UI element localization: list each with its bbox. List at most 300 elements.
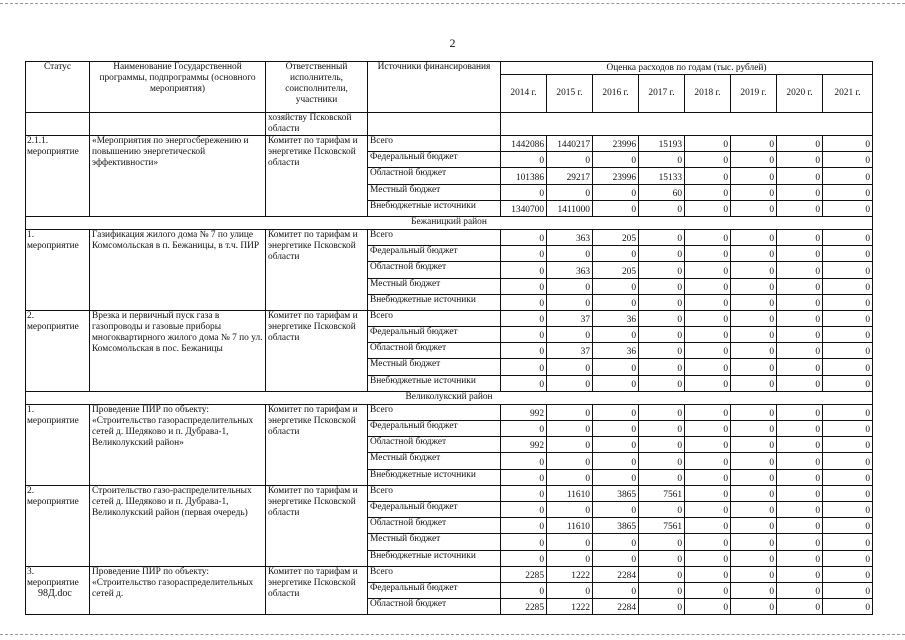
value-cell: 205 (593, 229, 639, 245)
value-cell: 0 (593, 152, 639, 168)
value-cell: 0 (639, 152, 685, 168)
value-cell: 0 (639, 310, 685, 326)
value-cell: 0 (639, 375, 685, 391)
value-cell: 1222 (547, 566, 593, 582)
budget-table (25, 61, 873, 615)
value-cell: 0 (685, 518, 731, 534)
status-cell: 2. мероприятие (26, 485, 90, 566)
continuation-row (26, 113, 873, 136)
value-cell: 0 (685, 294, 731, 310)
value-cell: 0 (593, 453, 639, 469)
value-cell: 0 (823, 184, 873, 200)
header-year: 2016 г. (593, 75, 639, 113)
value-cell: 0 (685, 229, 731, 245)
value-cell: 0 (777, 262, 823, 278)
source-cell: Федеральный бюджет (368, 501, 501, 517)
value-cell: 0 (823, 262, 873, 278)
header-name: Наименование Государственной программы, подпрограммы (основного мероприятия) (90, 62, 266, 113)
value-cell: 0 (547, 437, 593, 453)
value-cell: 0 (639, 359, 685, 375)
value-cell: 0 (501, 469, 547, 485)
value-cell: 0 (593, 437, 639, 453)
value-cell: 0 (777, 168, 823, 184)
source-cell: Внебюджетные источники (368, 550, 501, 566)
value-cell: 0 (823, 453, 873, 469)
value-cell: 0 (501, 421, 547, 437)
value-cell: 0 (777, 184, 823, 200)
value-cell: 0 (639, 278, 685, 294)
value-cell: 0 (593, 359, 639, 375)
value-cell: 0 (823, 404, 873, 420)
value-cell: 0 (731, 184, 777, 200)
page-number: 2 (449, 36, 456, 50)
source-cell: Местный бюджет (368, 184, 501, 200)
value-cell: 0 (593, 294, 639, 310)
source-cell: Областной бюджет (368, 518, 501, 534)
header-estimate: Оценка расходов по годам (тыс. рублей) (501, 62, 873, 75)
value-cell: 0 (547, 469, 593, 485)
value-cell: 0 (593, 200, 639, 216)
value-cell: 0 (685, 262, 731, 278)
value-cell: 0 (501, 294, 547, 310)
value-cell: 0 (777, 485, 823, 501)
value-cell: 2284 (593, 599, 639, 615)
value-cell: 0 (593, 184, 639, 200)
value-cell: 0 (777, 582, 823, 598)
header-status: Статус (26, 62, 90, 113)
value-cell: 0 (777, 229, 823, 245)
value-cell: 0 (639, 229, 685, 245)
value-cell: 0 (823, 566, 873, 582)
name-cell: «Мероприятия по энергосбережению и повышению энергетической эффективности» (90, 136, 266, 217)
name-cell: Строительство газо-распределительных сетей д. Шедяково и п. Дубрава-1, Великолукский район (первая очередь) (90, 485, 266, 566)
value-cell: 0 (731, 343, 777, 359)
value-cell: 0 (639, 246, 685, 262)
value-cell: 0 (731, 246, 777, 262)
value-cell: 0 (731, 599, 777, 615)
value-cell: 0 (547, 501, 593, 517)
value-cell: 0 (501, 246, 547, 262)
value-cell: 0 (731, 518, 777, 534)
value-cell: 0 (823, 421, 873, 437)
value-cell: 0 (593, 582, 639, 598)
value-cell: 363 (547, 229, 593, 245)
value-cell: 0 (501, 262, 547, 278)
value-cell: 0 (731, 582, 777, 598)
value-cell: 0 (547, 453, 593, 469)
source-cell: Внебюджетные источники (368, 294, 501, 310)
value-cell: 3865 (593, 518, 639, 534)
value-cell: 0 (777, 278, 823, 294)
value-cell: 0 (685, 278, 731, 294)
value-cell: 0 (685, 550, 731, 566)
value-cell: 0 (777, 404, 823, 420)
table-row (26, 229, 873, 245)
value-cell: 0 (731, 469, 777, 485)
value-cell: 0 (731, 437, 777, 453)
value-cell: 0 (777, 518, 823, 534)
executor-cell: Комитет по тарифам и энергетике Псковской области (266, 566, 368, 615)
section-title: Великолукский район (26, 391, 873, 404)
value-cell: 0 (823, 582, 873, 598)
value-cell: 0 (685, 246, 731, 262)
value-cell: 0 (823, 152, 873, 168)
table-row (26, 136, 873, 152)
value-cell: 1411000 (547, 200, 593, 216)
value-cell: 0 (685, 437, 731, 453)
header-year: 2018 г. (685, 75, 731, 113)
value-cell: 0 (777, 200, 823, 216)
value-cell: 0 (639, 582, 685, 598)
source-cell: Областной бюджет (368, 262, 501, 278)
value-cell: 0 (685, 152, 731, 168)
name-cell: Проведение ПИР по объекту: «Строительство газораспределительных сетей д. (90, 566, 266, 615)
value-cell: 37 (547, 343, 593, 359)
value-cell: 205 (593, 262, 639, 278)
value-cell: 2284 (593, 566, 639, 582)
value-cell: 0 (593, 278, 639, 294)
value-cell: 0 (823, 599, 873, 615)
header-year: 2014 г. (501, 75, 547, 113)
source-cell: Областной бюджет (368, 168, 501, 184)
value-cell: 0 (823, 501, 873, 517)
executor-cell: Комитет по тарифам и энергетике Псковской области (266, 229, 368, 310)
value-cell: 0 (685, 310, 731, 326)
header-year: 2017 г. (639, 75, 685, 113)
value-cell: 992 (501, 437, 547, 453)
value-cell: 0 (685, 485, 731, 501)
source-cell: Федеральный бюджет (368, 327, 501, 343)
source-cell: Областной бюджет (368, 437, 501, 453)
value-cell: 2285 (501, 599, 547, 615)
value-cell: 0 (639, 469, 685, 485)
footer-filename: 98Д.doc (38, 588, 72, 599)
value-cell: 0 (823, 310, 873, 326)
header-year: 2021 г. (823, 75, 873, 113)
scan-artifact-bottom (0, 634, 905, 635)
value-cell: 0 (685, 200, 731, 216)
value-cell: 0 (501, 359, 547, 375)
value-cell: 0 (731, 152, 777, 168)
value-cell: 0 (823, 343, 873, 359)
value-cell: 0 (823, 136, 873, 152)
source-cell: Всего (368, 229, 501, 245)
value-cell: 0 (777, 566, 823, 582)
value-cell: 29217 (547, 168, 593, 184)
value-cell: 0 (547, 375, 593, 391)
value-cell: 1340700 (501, 200, 547, 216)
value-cell: 23996 (593, 136, 639, 152)
value-cell: 0 (685, 327, 731, 343)
value-cell: 0 (777, 359, 823, 375)
value-cell: 0 (823, 229, 873, 245)
value-cell: 0 (685, 184, 731, 200)
value-cell: 0 (501, 453, 547, 469)
executor-cell: Комитет по тарифам и энергетике Псковской области (266, 485, 368, 566)
value-cell: 0 (823, 294, 873, 310)
value-cell: 36 (593, 310, 639, 326)
value-cell: 0 (547, 550, 593, 566)
value-cell: 0 (501, 278, 547, 294)
value-cell: 0 (685, 501, 731, 517)
value-cell: 1222 (547, 599, 593, 615)
source-cell: Федеральный бюджет (368, 246, 501, 262)
header-sources: Источники финансирования (368, 62, 501, 113)
value-cell: 0 (685, 534, 731, 550)
header-executor: Ответственный исполнитель, соисполнители, участники (266, 62, 368, 113)
value-cell: 0 (777, 453, 823, 469)
section-row (26, 391, 873, 404)
value-cell: 0 (731, 566, 777, 582)
source-cell: Внебюджетные источники (368, 200, 501, 216)
status-cell: 1. мероприятие (26, 229, 90, 310)
value-cell: 0 (777, 375, 823, 391)
value-cell: 1440217 (547, 136, 593, 152)
value-cell: 2285 (501, 566, 547, 582)
value-cell: 992 (501, 404, 547, 420)
value-cell: 0 (501, 152, 547, 168)
value-cell: 0 (501, 485, 547, 501)
source-cell: Федеральный бюджет (368, 152, 501, 168)
value-cell: 363 (547, 262, 593, 278)
value-cell: 0 (823, 246, 873, 262)
value-cell: 0 (685, 453, 731, 469)
table-row (26, 404, 873, 420)
value-cell: 0 (547, 246, 593, 262)
value-cell: 0 (731, 262, 777, 278)
value-cell: 0 (731, 229, 777, 245)
value-cell: 7561 (639, 518, 685, 534)
value-cell: 0 (501, 184, 547, 200)
value-cell: 0 (685, 582, 731, 598)
section-title: Бежаницкий район (26, 216, 873, 229)
value-cell: 0 (639, 599, 685, 615)
value-cell: 0 (547, 582, 593, 598)
value-cell: 0 (501, 343, 547, 359)
value-cell: 0 (731, 534, 777, 550)
value-cell: 37 (547, 310, 593, 326)
value-cell: 0 (777, 469, 823, 485)
value-cell: 0 (685, 599, 731, 615)
source-cell: Местный бюджет (368, 359, 501, 375)
continuation-text: хозяйству Псковской области (266, 113, 368, 136)
value-cell: 0 (593, 404, 639, 420)
value-cell: 36 (593, 343, 639, 359)
value-cell: 0 (823, 469, 873, 485)
value-cell: 0 (593, 534, 639, 550)
source-cell: Всего (368, 310, 501, 326)
value-cell: 0 (547, 359, 593, 375)
value-cell: 0 (777, 152, 823, 168)
value-cell: 0 (639, 343, 685, 359)
value-cell: 0 (731, 501, 777, 517)
status-cell: 2. мероприятие (26, 310, 90, 391)
status-cell: 3. мероприятие (26, 566, 90, 615)
value-cell: 0 (731, 421, 777, 437)
value-cell: 0 (823, 168, 873, 184)
value-cell: 0 (593, 469, 639, 485)
value-cell: 0 (731, 136, 777, 152)
value-cell: 0 (639, 550, 685, 566)
value-cell: 0 (501, 327, 547, 343)
value-cell: 0 (823, 327, 873, 343)
value-cell: 0 (639, 262, 685, 278)
source-cell: Областной бюджет (368, 599, 501, 615)
value-cell: 0 (685, 375, 731, 391)
value-cell: 0 (777, 421, 823, 437)
value-cell: 0 (731, 375, 777, 391)
value-cell: 11610 (547, 518, 593, 534)
value-cell: 11610 (547, 485, 593, 501)
value-cell: 0 (639, 453, 685, 469)
value-cell: 60 (639, 184, 685, 200)
source-cell: Всего (368, 404, 501, 420)
value-cell: 0 (639, 421, 685, 437)
value-cell: 0 (501, 501, 547, 517)
value-cell: 101386 (501, 168, 547, 184)
value-cell: 0 (501, 518, 547, 534)
value-cell: 0 (685, 421, 731, 437)
status-cell: 2.1.1. мероприятие (26, 136, 90, 217)
value-cell: 0 (731, 485, 777, 501)
value-cell: 0 (547, 152, 593, 168)
value-cell: 0 (777, 246, 823, 262)
value-cell: 0 (731, 550, 777, 566)
source-cell: Местный бюджет (368, 534, 501, 550)
value-cell: 0 (501, 550, 547, 566)
value-cell: 0 (731, 200, 777, 216)
value-cell: 0 (593, 501, 639, 517)
value-cell: 0 (547, 294, 593, 310)
value-cell: 0 (639, 404, 685, 420)
value-cell: 0 (777, 437, 823, 453)
table-row (26, 485, 873, 501)
value-cell: 0 (685, 168, 731, 184)
value-cell: 0 (547, 421, 593, 437)
table-row (26, 566, 873, 582)
value-cell: 23996 (593, 168, 639, 184)
value-cell: 0 (639, 327, 685, 343)
value-cell: 3865 (593, 485, 639, 501)
value-cell: 0 (777, 550, 823, 566)
value-cell: 0 (823, 534, 873, 550)
value-cell: 0 (593, 327, 639, 343)
value-cell: 0 (547, 278, 593, 294)
value-cell: 0 (501, 375, 547, 391)
value-cell: 0 (777, 534, 823, 550)
source-cell: Внебюджетные источники (368, 469, 501, 485)
value-cell: 0 (639, 294, 685, 310)
value-cell: 0 (823, 518, 873, 534)
table-row (26, 310, 873, 326)
section-row (26, 216, 873, 229)
value-cell: 0 (501, 582, 547, 598)
scan-artifact-top (0, 3, 905, 4)
value-cell: 0 (639, 534, 685, 550)
value-cell: 0 (639, 501, 685, 517)
value-cell: 0 (501, 229, 547, 245)
value-cell: 0 (593, 246, 639, 262)
value-cell: 0 (777, 501, 823, 517)
value-cell: 0 (823, 278, 873, 294)
value-cell: 0 (547, 534, 593, 550)
value-cell: 0 (685, 469, 731, 485)
source-cell: Федеральный бюджет (368, 582, 501, 598)
value-cell: 0 (777, 343, 823, 359)
value-cell: 0 (501, 534, 547, 550)
executor-cell: Комитет по тарифам и энергетике Псковской области (266, 310, 368, 391)
source-cell: Областной бюджет (368, 343, 501, 359)
status-cell: 1. мероприятие (26, 404, 90, 485)
value-cell: 0 (639, 200, 685, 216)
source-cell: Местный бюджет (368, 453, 501, 469)
source-cell: Внебюджетные источники (368, 375, 501, 391)
value-cell: 0 (685, 359, 731, 375)
value-cell: 0 (731, 453, 777, 469)
value-cell: 1442086 (501, 136, 547, 152)
name-cell: Газификация жилого дома № 7 по улице Комсомольская в п. Бежаницы, в т.ч. ПИР (90, 229, 266, 310)
value-cell: 7561 (639, 485, 685, 501)
value-cell: 0 (731, 404, 777, 420)
header-year: 2019 г. (731, 75, 777, 113)
value-cell: 0 (777, 294, 823, 310)
source-cell: Всего (368, 136, 501, 152)
value-cell: 0 (731, 310, 777, 326)
value-cell: 0 (777, 327, 823, 343)
table-body (26, 113, 873, 615)
value-cell: 0 (685, 136, 731, 152)
value-cell: 0 (731, 294, 777, 310)
value-cell: 0 (547, 404, 593, 420)
source-cell: Всего (368, 566, 501, 582)
source-cell: Всего (368, 485, 501, 501)
source-cell: Федеральный бюджет (368, 421, 501, 437)
value-cell: 0 (685, 343, 731, 359)
name-cell: Проведение ПИР по объекту: «Строительство газораспределительных сетей д. Шедяково и п. Дубрава-1, Великолукский район» (90, 404, 266, 485)
value-cell: 0 (547, 327, 593, 343)
value-cell: 0 (777, 310, 823, 326)
value-cell: 0 (593, 375, 639, 391)
value-cell: 0 (639, 437, 685, 453)
value-cell: 0 (685, 566, 731, 582)
value-cell: 0 (731, 327, 777, 343)
value-cell: 0 (593, 550, 639, 566)
value-cell: 0 (777, 136, 823, 152)
value-cell: 0 (777, 599, 823, 615)
value-cell: 0 (731, 168, 777, 184)
value-cell: 0 (823, 200, 873, 216)
executor-cell: Комитет по тарифам и энергетике Псковской области (266, 404, 368, 485)
value-cell: 0 (639, 566, 685, 582)
value-cell: 15193 (639, 136, 685, 152)
value-cell: 0 (823, 485, 873, 501)
executor-cell: Комитет по тарифам и энергетике Псковской области (266, 136, 368, 217)
value-cell: 0 (685, 404, 731, 420)
value-cell: 0 (547, 184, 593, 200)
value-cell: 0 (501, 310, 547, 326)
value-cell: 0 (823, 375, 873, 391)
header-year: 2020 г. (777, 75, 823, 113)
value-cell: 0 (731, 278, 777, 294)
value-cell: 0 (731, 359, 777, 375)
value-cell: 0 (823, 359, 873, 375)
value-cell: 0 (823, 437, 873, 453)
value-cell: 15133 (639, 168, 685, 184)
header-year: 2015 г. (547, 75, 593, 113)
source-cell: Местный бюджет (368, 278, 501, 294)
name-cell: Врезка и первичный пуск газа в газопроводы и газовые приборы многоквартирного жилого дома № 7 по ул. Комсомольская в пос. Бежаницы (90, 310, 266, 391)
value-cell: 0 (593, 421, 639, 437)
